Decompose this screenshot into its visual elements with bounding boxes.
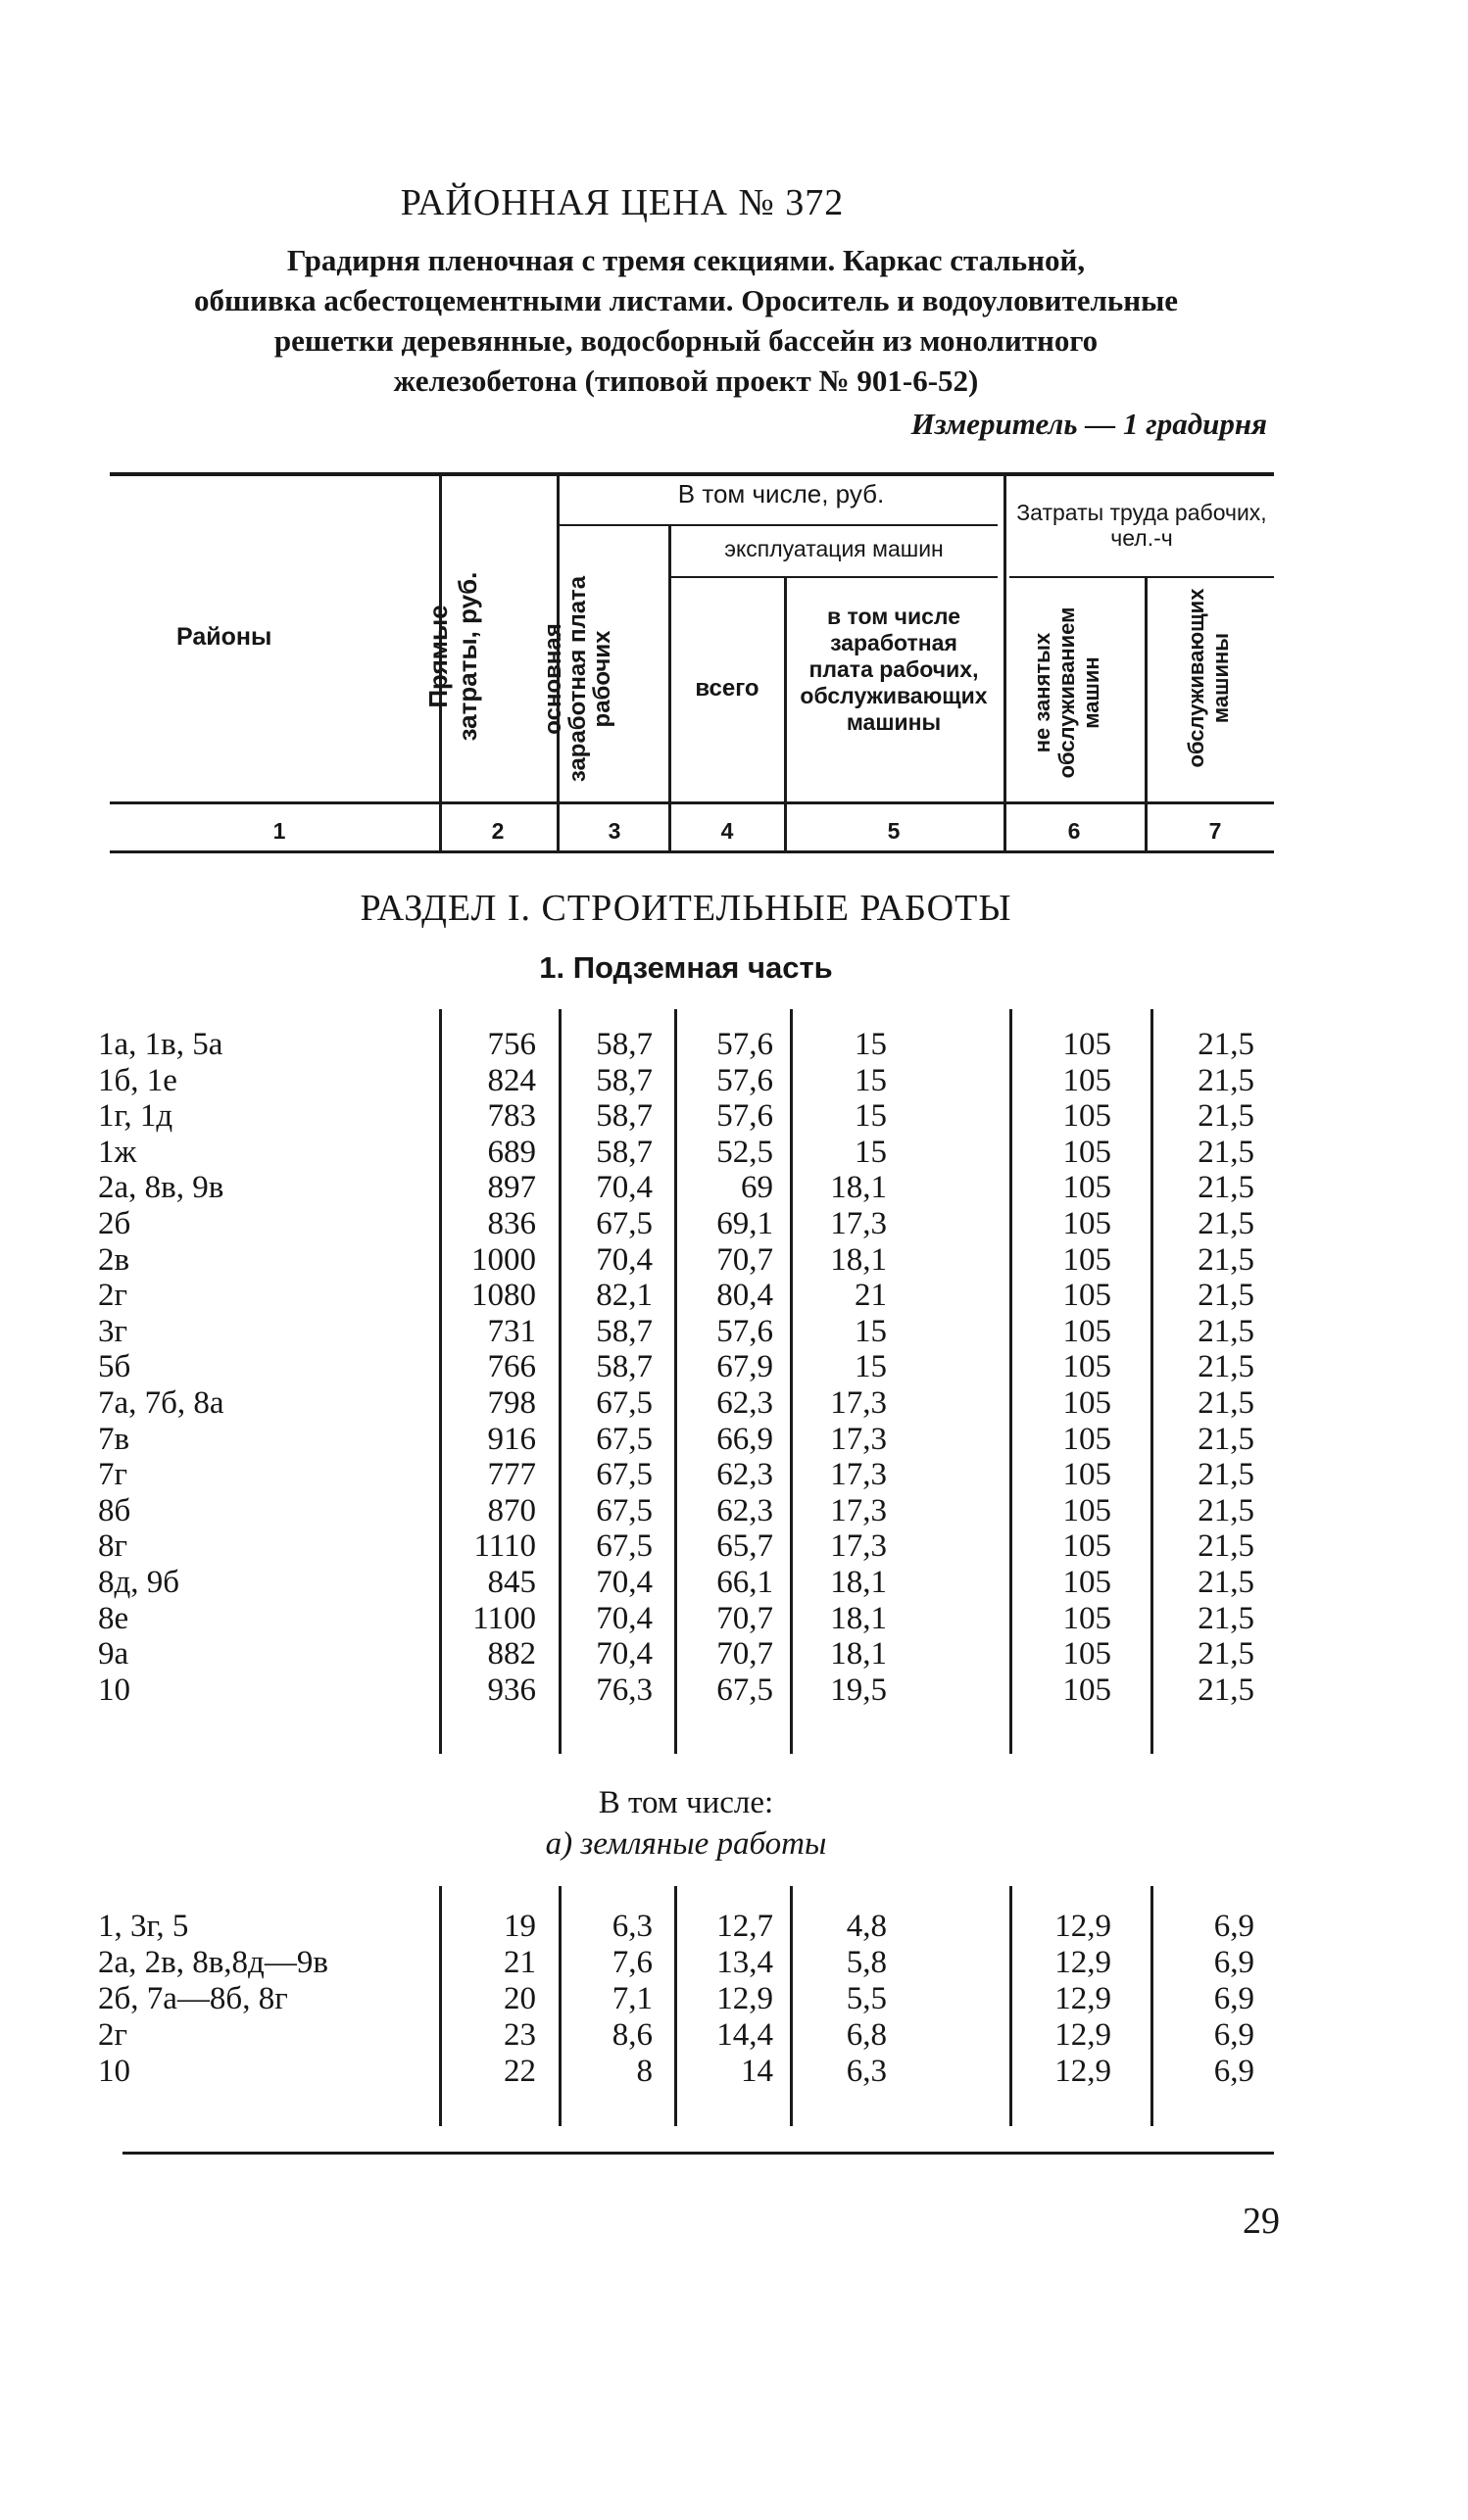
value-cell: 67,5 bbox=[596, 1385, 653, 1421]
value-cell: 70,7 bbox=[716, 1636, 773, 1672]
value-cell: 17,3 bbox=[830, 1492, 887, 1528]
colnum-rule bbox=[110, 850, 1274, 853]
value-cell: 62,3 bbox=[716, 1492, 773, 1528]
value-cell: 19,5 bbox=[830, 1672, 887, 1708]
value-cell: 798 bbox=[487, 1385, 536, 1421]
value-cell: 731 bbox=[487, 1313, 536, 1349]
value-cell: 21,5 bbox=[1198, 1457, 1254, 1493]
table-row bbox=[0, 2017, 1468, 2054]
value-cell: 15 bbox=[855, 1313, 887, 1349]
col-divider bbox=[1003, 476, 1006, 851]
value-cell: 58,7 bbox=[596, 1349, 653, 1385]
subsection-title: 1. Подземная часть bbox=[539, 950, 833, 985]
value-cell: 6,3 bbox=[612, 1909, 653, 1944]
district-cell: 8д, 9б bbox=[98, 1565, 180, 1600]
col-number: 1 bbox=[272, 818, 286, 844]
value-cell: 65,7 bbox=[716, 1528, 773, 1565]
page-number: 29 bbox=[1243, 2201, 1280, 2242]
value-cell: 105 bbox=[1062, 1528, 1111, 1565]
district-cell: 7в bbox=[98, 1421, 130, 1457]
district-cell: 7а, 7б, 8а bbox=[98, 1385, 224, 1421]
value-cell: 12,9 bbox=[1054, 1981, 1111, 2016]
value-cell: 67,5 bbox=[596, 1421, 653, 1457]
value-cell: 4,8 bbox=[846, 1909, 887, 1944]
value-cell: 23 bbox=[504, 2017, 536, 2053]
value-cell: 689 bbox=[487, 1134, 536, 1170]
col-number: 7 bbox=[1208, 818, 1222, 844]
value-cell: 1110 bbox=[473, 1528, 536, 1565]
col-divider bbox=[784, 578, 787, 851]
value-cell: 67,5 bbox=[716, 1672, 773, 1708]
table-row bbox=[0, 1981, 1468, 2017]
value-cell: 882 bbox=[487, 1636, 536, 1672]
value-cell: 21,5 bbox=[1198, 1206, 1254, 1241]
including-note: В том числе: bbox=[598, 1785, 774, 1820]
value-cell: 845 bbox=[487, 1565, 536, 1600]
value-cell: 105 bbox=[1062, 1206, 1111, 1241]
value-cell: 105 bbox=[1062, 1098, 1111, 1135]
subtitle-line: Градирня пленочная с тремя секциями. Каркас стальной, bbox=[286, 243, 1086, 277]
header-base-wage: основная заработная плата рабочих bbox=[540, 575, 615, 783]
value-cell: 1080 bbox=[471, 1278, 536, 1314]
value-cell: 21,5 bbox=[1198, 1241, 1254, 1278]
value-cell: 57,6 bbox=[716, 1027, 773, 1062]
value-cell: 6,9 bbox=[1213, 2054, 1254, 2089]
value-cell: 21,5 bbox=[1198, 1636, 1254, 1672]
value-cell: 70,4 bbox=[596, 1241, 653, 1278]
value-cell: 58,7 bbox=[596, 1027, 653, 1062]
value-cell: 8 bbox=[636, 2054, 653, 2089]
value-cell: 69 bbox=[741, 1170, 773, 1206]
value-cell: 67,5 bbox=[596, 1528, 653, 1565]
value-cell: 1100 bbox=[472, 1600, 536, 1636]
value-cell: 67,5 bbox=[596, 1457, 653, 1493]
value-cell: 12,9 bbox=[1054, 1945, 1111, 1980]
value-cell: 18,1 bbox=[830, 1170, 887, 1206]
district-cell: 2г bbox=[98, 2017, 128, 2053]
col-number: 6 bbox=[1067, 818, 1081, 844]
value-cell: 57,6 bbox=[716, 1098, 773, 1135]
value-cell: 105 bbox=[1062, 1241, 1111, 1278]
district-cell: 2а, 8в, 9в bbox=[98, 1170, 224, 1206]
table-row bbox=[0, 1672, 1468, 1709]
value-cell: 105 bbox=[1062, 1672, 1111, 1708]
table-row bbox=[0, 1278, 1468, 1314]
district-cell: 2б bbox=[98, 1206, 131, 1241]
value-cell: 21,5 bbox=[1198, 1565, 1254, 1600]
value-cell: 52,5 bbox=[716, 1134, 773, 1170]
header-machine-operation: эксплуатация машин bbox=[724, 536, 944, 561]
value-cell: 21,5 bbox=[1198, 1278, 1254, 1314]
value-cell: 18,1 bbox=[830, 1600, 887, 1636]
value-cell: 12,9 bbox=[1054, 2017, 1111, 2053]
col-number: 5 bbox=[887, 818, 901, 844]
footer-rule bbox=[122, 2152, 1274, 2155]
value-cell: 105 bbox=[1062, 1062, 1111, 1098]
district-cell: 2б, 7а—8б, 8г bbox=[98, 1981, 288, 2016]
value-cell: 21,5 bbox=[1198, 1027, 1254, 1062]
value-cell: 18,1 bbox=[830, 1241, 887, 1278]
district-cell: 9а bbox=[98, 1636, 129, 1672]
value-cell: 70,7 bbox=[716, 1600, 773, 1636]
value-cell: 8,6 bbox=[612, 2017, 653, 2053]
value-cell: 7,1 bbox=[612, 1981, 653, 2016]
value-cell: 936 bbox=[487, 1672, 536, 1708]
value-cell: 58,7 bbox=[596, 1098, 653, 1135]
value-cell: 17,3 bbox=[830, 1457, 887, 1493]
value-cell: 70,4 bbox=[596, 1565, 653, 1600]
value-cell: 15 bbox=[855, 1062, 887, 1098]
value-cell: 58,7 bbox=[596, 1313, 653, 1349]
value-cell: 13,4 bbox=[716, 1945, 773, 1980]
value-cell: 783 bbox=[487, 1098, 536, 1135]
district-cell: 8б bbox=[98, 1492, 131, 1528]
value-cell: 18,1 bbox=[830, 1565, 887, 1600]
value-cell: 6,8 bbox=[846, 2017, 887, 2053]
header-bottom-rule bbox=[110, 801, 1274, 804]
value-cell: 6,9 bbox=[1213, 2017, 1254, 2053]
value-cell: 17,3 bbox=[830, 1385, 887, 1421]
table-row bbox=[0, 1945, 1468, 1981]
value-cell: 105 bbox=[1062, 1170, 1111, 1206]
value-cell: 62,3 bbox=[716, 1457, 773, 1493]
table-row bbox=[0, 1349, 1468, 1385]
table-row bbox=[0, 1098, 1468, 1135]
rule bbox=[559, 524, 998, 526]
value-cell: 20 bbox=[504, 1981, 536, 2016]
value-cell: 897 bbox=[487, 1170, 536, 1206]
value-cell: 105 bbox=[1062, 1457, 1111, 1493]
value-cell: 105 bbox=[1062, 1027, 1111, 1062]
value-cell: 6,9 bbox=[1213, 1909, 1254, 1944]
value-cell: 21 bbox=[855, 1278, 887, 1314]
value-cell: 105 bbox=[1062, 1278, 1111, 1314]
value-cell: 5,5 bbox=[846, 1981, 887, 2016]
value-cell: 21,5 bbox=[1198, 1600, 1254, 1636]
subtitle-line: обшивка асбестоцементными листами. Ороситель и водоуловительные bbox=[193, 283, 1179, 317]
page-title: РАЙОННАЯ ЦЕНА № 372 bbox=[400, 182, 845, 223]
value-cell: 62,3 bbox=[716, 1385, 773, 1421]
value-cell: 105 bbox=[1062, 1385, 1111, 1421]
table-row bbox=[0, 1528, 1468, 1565]
table-row bbox=[0, 1493, 1468, 1529]
value-cell: 67,5 bbox=[596, 1206, 653, 1241]
table-row bbox=[0, 2054, 1468, 2090]
district-cell: 1г, 1д bbox=[98, 1098, 173, 1135]
value-cell: 766 bbox=[487, 1349, 536, 1385]
value-cell: 105 bbox=[1062, 1421, 1111, 1457]
value-cell: 105 bbox=[1062, 1636, 1111, 1672]
value-cell: 15 bbox=[855, 1134, 887, 1170]
value-cell: 82,1 bbox=[596, 1278, 653, 1314]
col-divider bbox=[1145, 578, 1148, 851]
district-cell: 8е bbox=[98, 1600, 129, 1636]
value-cell: 21,5 bbox=[1198, 1062, 1254, 1098]
value-cell: 15 bbox=[855, 1027, 887, 1062]
value-cell: 18,1 bbox=[830, 1636, 887, 1672]
value-cell: 66,9 bbox=[716, 1421, 773, 1457]
section-title: РАЗДЕЛ I. СТРОИТЕЛЬНЫЕ РАБОТЫ bbox=[360, 888, 1012, 929]
table-row bbox=[0, 1314, 1468, 1350]
value-cell: 824 bbox=[487, 1062, 536, 1098]
value-cell: 67,5 bbox=[596, 1492, 653, 1528]
item-description bbox=[98, 240, 1274, 401]
table-row bbox=[0, 1170, 1468, 1206]
value-cell: 105 bbox=[1062, 1134, 1111, 1170]
value-cell: 1000 bbox=[471, 1241, 536, 1278]
district-cell: 5б bbox=[98, 1349, 131, 1385]
rule bbox=[670, 576, 998, 578]
value-cell: 67,9 bbox=[716, 1349, 773, 1385]
col-number: 3 bbox=[608, 818, 621, 844]
value-cell: 14 bbox=[741, 2054, 773, 2089]
value-cell: 105 bbox=[1062, 1600, 1111, 1636]
value-cell: 21,5 bbox=[1198, 1170, 1254, 1206]
value-cell: 21,5 bbox=[1198, 1672, 1254, 1708]
table-row bbox=[0, 1565, 1468, 1601]
value-cell: 21 bbox=[504, 1945, 536, 1980]
value-cell: 57,6 bbox=[716, 1313, 773, 1349]
subtitle-line: решетки деревянные, водосборный бассейн из монолитного bbox=[273, 323, 1099, 358]
value-cell: 21,5 bbox=[1198, 1492, 1254, 1528]
value-cell: 58,7 bbox=[596, 1134, 653, 1170]
value-cell: 916 bbox=[487, 1421, 536, 1457]
header-labor-costs: Затраты труда рабочих, чел.-ч bbox=[1016, 500, 1267, 551]
earthworks-note: а) земляные работы bbox=[545, 1826, 827, 1862]
value-cell: 70,4 bbox=[596, 1636, 653, 1672]
value-cell: 6,9 bbox=[1213, 1981, 1254, 2016]
value-cell: 12,9 bbox=[716, 1981, 773, 2016]
value-cell: 12,7 bbox=[716, 1909, 773, 1944]
table-row bbox=[0, 1385, 1468, 1422]
value-cell: 21,5 bbox=[1198, 1385, 1254, 1421]
value-cell: 105 bbox=[1062, 1492, 1111, 1528]
subtitle-line: железобетона (типовой проект № 901-6-52) bbox=[393, 363, 979, 398]
value-cell: 12,9 bbox=[1054, 2054, 1111, 2089]
value-cell: 21,5 bbox=[1198, 1134, 1254, 1170]
district-cell: 2а, 2в, 8в,8д—9в bbox=[98, 1945, 328, 1980]
value-cell: 70,4 bbox=[596, 1170, 653, 1206]
table-row bbox=[0, 1063, 1468, 1099]
district-cell: 1б, 1е bbox=[98, 1062, 177, 1098]
value-cell: 6,3 bbox=[846, 2054, 887, 2089]
value-cell: 76,3 bbox=[596, 1672, 653, 1708]
district-cell: 2в bbox=[98, 1241, 130, 1278]
table-row bbox=[0, 1601, 1468, 1637]
col-number: 2 bbox=[491, 818, 505, 844]
value-cell: 58,7 bbox=[596, 1062, 653, 1098]
value-cell: 17,3 bbox=[830, 1421, 887, 1457]
header-direct-costs: Прямые затраты, руб. bbox=[423, 571, 482, 742]
value-cell: 80,4 bbox=[716, 1278, 773, 1314]
district-cell: 1а, 1в, 5а bbox=[98, 1027, 223, 1062]
table-row bbox=[0, 1027, 1468, 1063]
table-row bbox=[0, 1422, 1468, 1458]
value-cell: 22 bbox=[504, 2054, 536, 2089]
header-total: всего bbox=[695, 675, 759, 702]
value-cell: 57,6 bbox=[716, 1062, 773, 1098]
value-cell: 70,4 bbox=[596, 1600, 653, 1636]
value-cell: 66,1 bbox=[716, 1565, 773, 1600]
value-cell: 70,7 bbox=[716, 1241, 773, 1278]
value-cell: 6,9 bbox=[1213, 1945, 1254, 1980]
unit-of-measure: Измеритель — 1 градирня bbox=[910, 407, 1267, 441]
table-row bbox=[0, 1457, 1468, 1493]
value-cell: 870 bbox=[487, 1492, 536, 1528]
district-cell: 3г bbox=[98, 1313, 128, 1349]
table-row bbox=[0, 1636, 1468, 1672]
district-cell: 10 bbox=[98, 1672, 130, 1708]
table-row bbox=[0, 1135, 1468, 1171]
district-cell: 1ж bbox=[98, 1134, 137, 1170]
district-cell: 2г bbox=[98, 1278, 128, 1314]
value-cell: 19 bbox=[504, 1909, 536, 1944]
value-cell: 21,5 bbox=[1198, 1349, 1254, 1385]
value-cell: 17,3 bbox=[830, 1528, 887, 1565]
value-cell: 21,5 bbox=[1198, 1528, 1254, 1565]
value-cell: 15 bbox=[855, 1349, 887, 1385]
value-cell: 14,4 bbox=[716, 2017, 773, 2053]
value-cell: 17,3 bbox=[830, 1206, 887, 1241]
value-cell: 756 bbox=[487, 1027, 536, 1062]
value-cell: 777 bbox=[487, 1457, 536, 1493]
value-cell: 21,5 bbox=[1198, 1098, 1254, 1135]
district-cell: 7г bbox=[98, 1457, 128, 1493]
value-cell: 5,8 bbox=[846, 1945, 887, 1980]
value-cell: 105 bbox=[1062, 1349, 1111, 1385]
top-rule bbox=[110, 472, 1274, 476]
table-row bbox=[0, 1909, 1468, 1945]
value-cell: 21,5 bbox=[1198, 1421, 1254, 1457]
header-machine-operators: обслуживающих машины bbox=[1184, 588, 1233, 768]
district-cell: 10 bbox=[98, 2054, 130, 2089]
header-not-machine: не занятых обслуживанием машин bbox=[1030, 606, 1103, 779]
district-cell: 1, 3г, 5 bbox=[98, 1909, 189, 1944]
value-cell: 15 bbox=[855, 1098, 887, 1135]
value-cell: 105 bbox=[1062, 1565, 1111, 1600]
value-cell: 836 bbox=[487, 1206, 536, 1241]
district-cell: 8г bbox=[98, 1528, 128, 1565]
value-cell: 69,1 bbox=[716, 1206, 773, 1241]
header-operator-wage: в том числе заработная плата рабочих, обслуживающих машины bbox=[800, 604, 988, 735]
value-cell: 21,5 bbox=[1198, 1313, 1254, 1349]
header-including-rub: В том числе, руб. bbox=[677, 479, 885, 509]
value-cell: 7,6 bbox=[612, 1945, 653, 1980]
col-number: 4 bbox=[720, 818, 734, 844]
table-row bbox=[0, 1206, 1468, 1242]
value-cell: 12,9 bbox=[1054, 1909, 1111, 1944]
value-cell: 105 bbox=[1062, 1313, 1111, 1349]
header-districts: Районы bbox=[176, 623, 272, 651]
table-row bbox=[0, 1242, 1468, 1279]
